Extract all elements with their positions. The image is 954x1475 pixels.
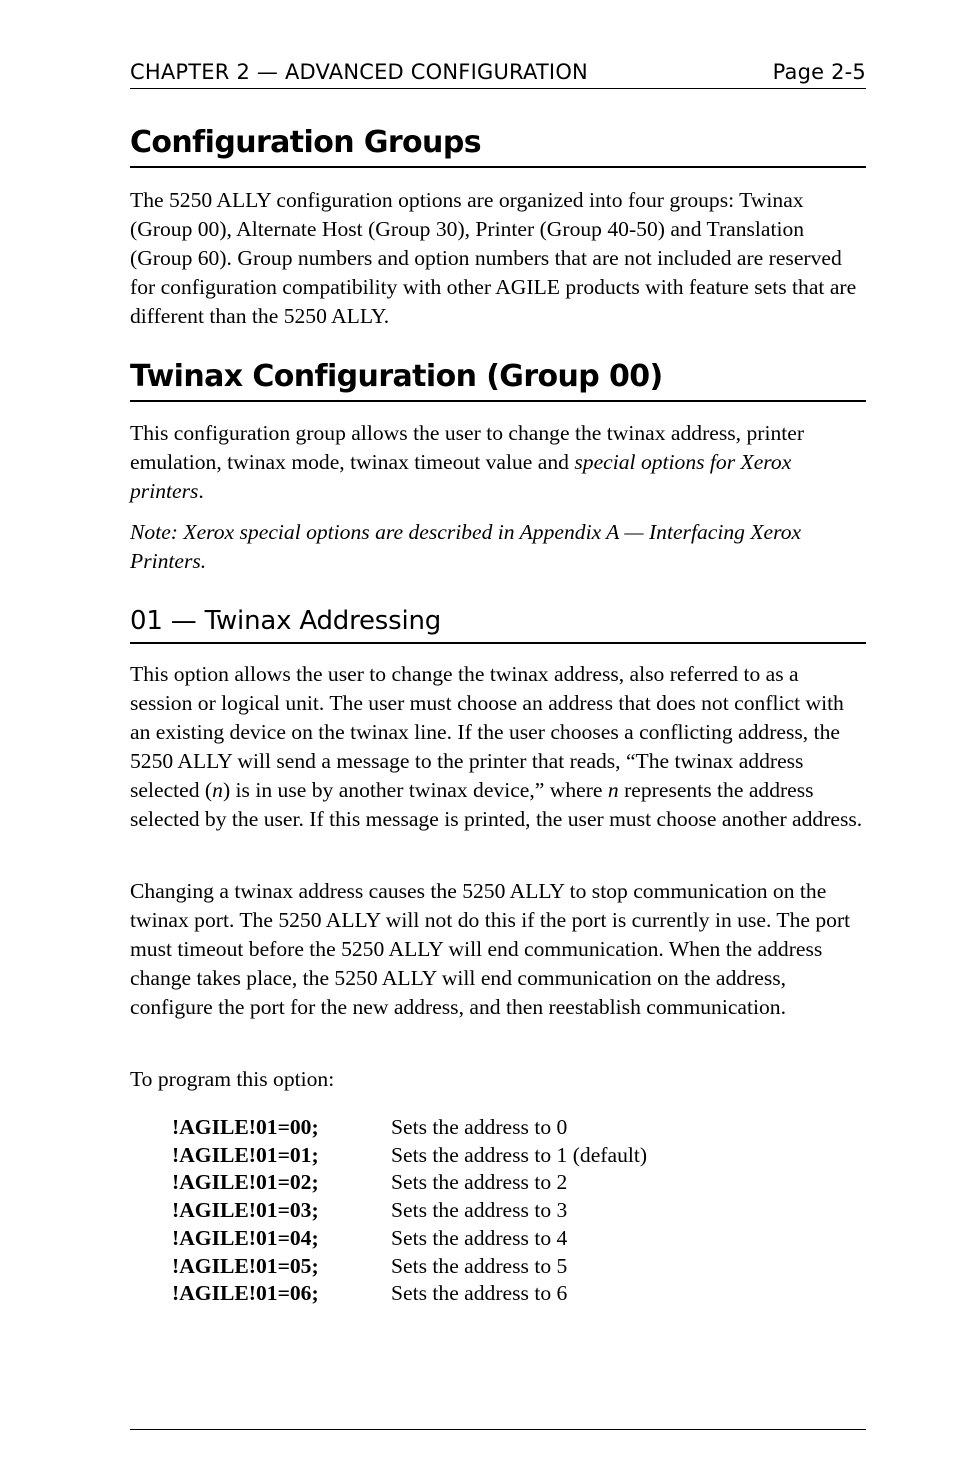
section-heading-twinax-configuration: Twinax Configuration (Group 00) (130, 358, 866, 402)
command-code: !AGILE!01=06; (172, 1281, 319, 1306)
command-code: !AGILE!01=04; (172, 1225, 319, 1250)
paragraph-text: This option allows the user to change the twinax address, also referred to as a session or logical unit. The user must choose an address that does not conflict with an existing device on the twinax line. If the user chooses a conflicting address, the 5250 ALLY will send a message to the printer that reads, “The twinax address selected ( (130, 662, 844, 802)
paragraph-text: This configuration group allows the user to change the twinax address, printer emulation, twinax mode, twinax timeout value and (130, 421, 805, 474)
section-heading-configuration-groups: Configuration Groups (130, 124, 866, 168)
command-row (172, 1225, 647, 1253)
xerox-note: Note: Xerox special options are described in Appendix A — Interfacing Xerox Printers. (130, 520, 802, 573)
paragraph-text: represents the address selected by the user. If this message is printed, the user must choose another address. (130, 778, 863, 831)
command-description: Sets the address to 1 (default) (391, 1142, 648, 1167)
italic-variable: n (212, 778, 223, 802)
paragraph-text: . (198, 479, 204, 503)
page-number: Page 2-5 (772, 60, 866, 84)
command-code: !AGILE!01=02; (172, 1170, 319, 1195)
document-page (130, 0, 866, 1475)
command-row (172, 1253, 647, 1281)
command-row (172, 1197, 647, 1225)
command-description: Sets the address to 2 (391, 1170, 568, 1195)
command-row (172, 1169, 647, 1197)
command-description: Sets the address to 3 (391, 1198, 568, 1223)
running-header (130, 58, 866, 89)
command-code: !AGILE!01=00; (172, 1115, 319, 1139)
program-option-intro: To program this option: (130, 1067, 335, 1091)
footer-rule (130, 1429, 866, 1430)
subsection-heading-twinax-addressing: 01 — Twinax Addressing (130, 604, 866, 644)
command-code: !AGILE!01=03; (172, 1198, 319, 1223)
command-description: Sets the address to 5 (391, 1253, 568, 1278)
command-description: Sets the address to 4 (391, 1225, 568, 1250)
command-row (172, 1114, 647, 1142)
command-description: Sets the address to 6 (391, 1281, 568, 1306)
paragraph-text: ) is in use by another twinax device,” where (222, 778, 608, 802)
italic-variable: n (607, 778, 619, 802)
italic-phrase: special options for Xerox printers (130, 450, 792, 503)
command-code: !AGILE!01=01; (172, 1142, 319, 1167)
command-row (172, 1142, 647, 1170)
configuration-groups-paragraph: The 5250 ALLY configuration options are organized into four groups: Twinax (Group 00), Alternate Host (Group 30), Printer (Group 40-50) and Translation (Group 60). Group numbers and option numbers that are not included are reserved for configuration compatibility with other AGILE products with feature sets that are different than the 5250 ALLY. (130, 188, 857, 328)
command-description: Sets the address to 0 (391, 1115, 568, 1139)
twinax-addressing-paragraph-2: Changing a twinax address causes the 5250 ALLY to stop communication on the twinax port. The 5250 ALLY will not do this if the port is currently in use. The port must timeout before the 5250 ALLY will end communication. When the address change takes place, the 5250 ALLY will end communication on the address, configure the port for the new address, and then reestablish communication. (130, 879, 851, 1019)
chapter-title: CHAPTER 2 — ADVANCED CONFIGURATION (130, 60, 588, 84)
twinax-configuration-paragraph (130, 419, 866, 506)
twinax-addressing-paragraph-1 (130, 660, 866, 834)
command-row (172, 1280, 647, 1308)
command-code: !AGILE!01=05; (172, 1253, 319, 1278)
command-list (172, 1114, 647, 1308)
